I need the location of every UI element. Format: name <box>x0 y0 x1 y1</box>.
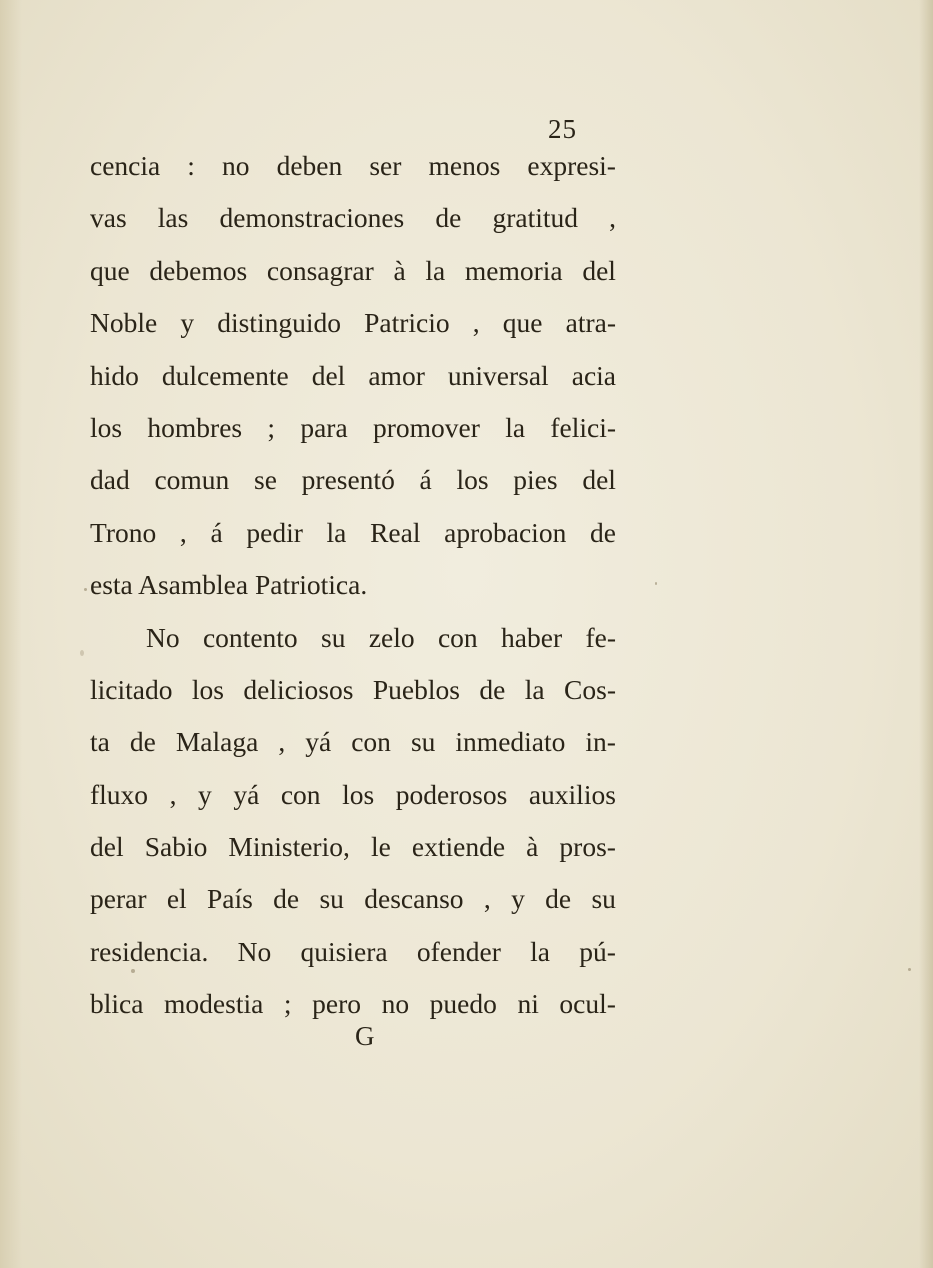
text-line <box>90 402 616 454</box>
paper-speck <box>80 650 84 656</box>
word: , <box>472 307 480 339</box>
word: el <box>166 883 187 915</box>
word: : <box>187 150 195 181</box>
word: pros- <box>559 831 616 863</box>
word: No <box>146 621 180 653</box>
text-line <box>90 926 616 978</box>
word: la <box>326 516 347 548</box>
text-line <box>90 769 616 821</box>
word: blica <box>90 988 144 1020</box>
word: auxilios <box>528 778 616 810</box>
text-line <box>90 873 616 925</box>
text-line <box>90 507 616 559</box>
word: contento <box>202 621 298 653</box>
word: á <box>419 464 432 496</box>
word: del <box>582 464 616 496</box>
word: comun <box>154 464 230 496</box>
word: expresi- <box>527 150 616 181</box>
word: ; <box>267 411 276 443</box>
word: vas <box>90 202 127 234</box>
text-line <box>90 821 616 873</box>
word: con <box>437 621 478 653</box>
word: , <box>278 726 286 758</box>
paper-speck <box>84 588 87 591</box>
word: cencia <box>90 150 161 181</box>
word: yá <box>305 726 332 758</box>
word: ni <box>517 988 539 1020</box>
word: los <box>191 673 224 705</box>
word: licitado <box>90 673 173 705</box>
word: su <box>410 726 436 758</box>
word: y <box>180 307 195 339</box>
word: los <box>456 464 489 496</box>
word: aprobacion <box>444 516 567 548</box>
word: de <box>479 673 506 705</box>
word: presentó <box>301 464 395 496</box>
word: debemos <box>149 254 248 286</box>
word: su <box>591 883 616 915</box>
paper-speck <box>908 968 911 971</box>
word: con <box>280 778 321 810</box>
word: ; <box>283 988 292 1020</box>
word: extiende <box>411 831 506 863</box>
word: los <box>342 778 375 810</box>
word: deben <box>276 150 343 181</box>
word: de <box>129 726 156 758</box>
word: ocul- <box>559 988 616 1020</box>
body-text <box>90 140 616 1031</box>
text-line <box>90 245 616 297</box>
word: de <box>435 202 462 234</box>
word: deliciosos <box>243 673 354 705</box>
word: y <box>198 778 212 810</box>
word: dulcemente <box>161 359 289 391</box>
word: se <box>254 464 277 496</box>
word: del <box>90 831 124 863</box>
word: zelo <box>368 621 415 653</box>
word: quisiera <box>300 935 388 967</box>
word: modestia <box>164 988 264 1020</box>
word: perar <box>90 883 147 915</box>
word: yá <box>233 778 260 810</box>
word: haber <box>501 621 563 653</box>
text-line <box>90 350 616 402</box>
word: la <box>505 411 526 443</box>
word: País <box>207 883 253 915</box>
word: esta Asamblea Patriotica. <box>90 569 368 601</box>
text-line <box>90 454 616 506</box>
word: , <box>609 202 616 234</box>
word: descanso <box>364 883 464 915</box>
word: del <box>582 254 616 286</box>
word: à <box>393 254 406 286</box>
text-line <box>90 716 616 768</box>
word: Pueblos <box>372 673 460 705</box>
word: ser <box>369 150 402 181</box>
word: la <box>524 673 545 705</box>
word: ofender <box>416 935 501 967</box>
word: No <box>237 935 272 967</box>
word: hombres <box>147 411 243 443</box>
word: distinguido <box>217 307 341 339</box>
word: Trono <box>90 516 157 548</box>
word: su <box>319 883 344 915</box>
page-edge-right <box>919 0 933 1268</box>
word: ta <box>90 726 110 758</box>
text-line <box>90 664 616 716</box>
word: pies <box>513 464 558 496</box>
word: puedo <box>429 988 497 1020</box>
word: in- <box>585 726 616 758</box>
text-line <box>90 612 616 664</box>
word: la <box>425 254 446 286</box>
word: pedir <box>246 516 303 548</box>
word: y <box>511 883 525 915</box>
word: Malaga <box>175 726 259 758</box>
word: no <box>381 988 410 1020</box>
word: universal <box>447 359 549 391</box>
text-line <box>90 297 616 349</box>
word: Noble <box>90 307 158 339</box>
word: los <box>90 411 123 443</box>
word: residencia. <box>90 935 209 967</box>
word: dad <box>90 464 130 496</box>
word: consagrar <box>266 254 374 286</box>
word: Cos- <box>564 673 616 705</box>
word: fluxo <box>90 778 149 810</box>
word: la <box>530 935 550 967</box>
word: de <box>590 516 616 548</box>
word: hido <box>90 359 139 391</box>
page-edge-left <box>0 0 22 1268</box>
word: para <box>300 411 348 443</box>
word: del <box>311 359 346 391</box>
word: poderosos <box>395 778 508 810</box>
text-line <box>90 140 616 192</box>
page-number: 25 <box>548 114 577 144</box>
paper-speck <box>655 582 657 585</box>
signature-mark: G <box>355 1021 375 1051</box>
text-line <box>90 192 616 244</box>
word: no <box>222 150 250 181</box>
text-line <box>90 978 616 1030</box>
word: amor <box>368 359 425 391</box>
word: inmediato <box>455 726 566 758</box>
word: le <box>370 831 391 863</box>
word: felici- <box>550 411 616 443</box>
word: acia <box>571 359 616 391</box>
word: con <box>351 726 391 758</box>
word: à <box>526 831 539 863</box>
paper-speck <box>131 969 135 973</box>
word: de <box>545 883 572 915</box>
word: su <box>321 621 346 653</box>
word: , <box>169 778 177 810</box>
text-line <box>90 559 616 611</box>
word: atra- <box>565 307 616 339</box>
word: que <box>90 254 130 286</box>
word: Real <box>370 516 421 548</box>
word: Patricio <box>364 307 450 339</box>
word: fe- <box>585 621 616 653</box>
word: gratitud <box>492 202 578 234</box>
word: Sabio <box>144 831 208 863</box>
word: pero <box>312 988 361 1020</box>
word: á <box>210 516 223 548</box>
word: promover <box>372 411 480 443</box>
word: Ministerio, <box>228 831 350 863</box>
word: de <box>273 883 300 915</box>
word: menos <box>428 150 501 181</box>
word: memoria <box>464 254 563 286</box>
word: , <box>179 516 187 548</box>
word: que <box>502 307 543 339</box>
word: , <box>483 883 491 915</box>
word: demonstraciones <box>219 202 405 234</box>
word: las <box>157 202 189 234</box>
word: pú- <box>579 935 616 967</box>
